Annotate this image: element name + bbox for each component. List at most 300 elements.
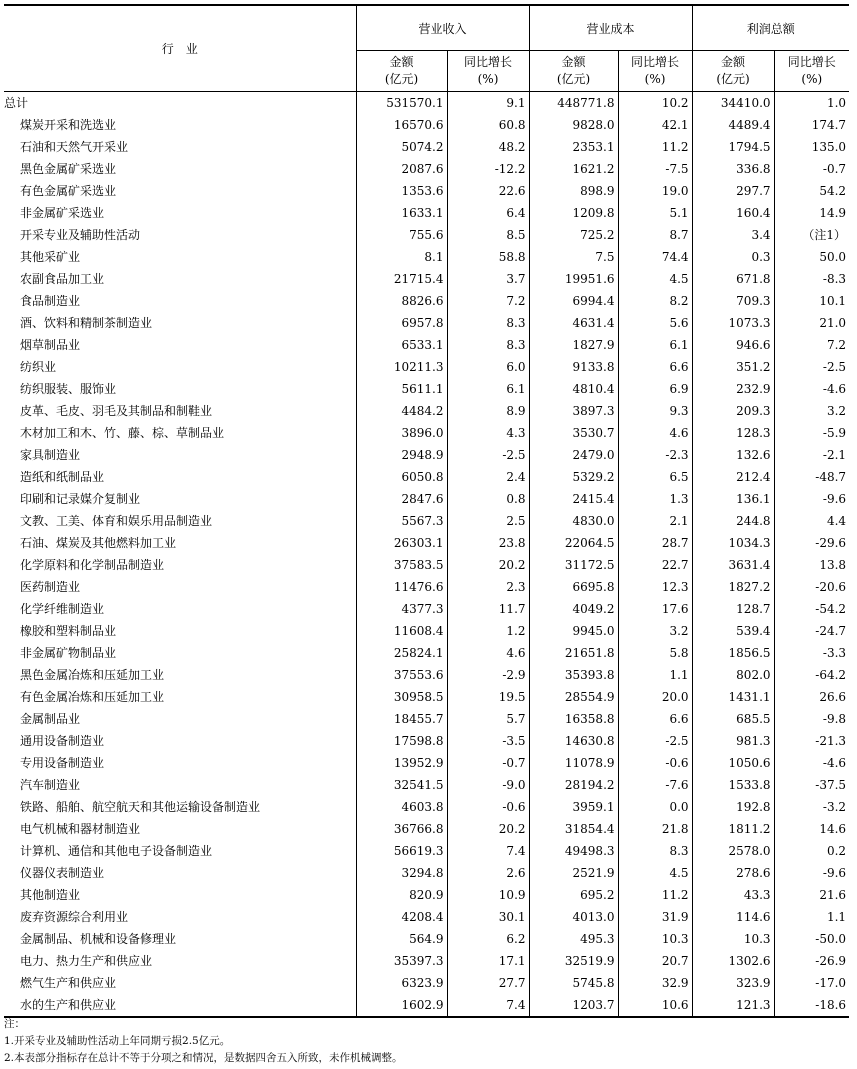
profit-amount-cell: 351.2 (692, 356, 774, 378)
revenue-amount-cell: 30958.5 (356, 686, 447, 708)
profit-amount-cell: 685.5 (692, 708, 774, 730)
revenue-growth-cell: 48.2 (447, 136, 529, 158)
industry-name: 印刷和记录媒介复制业 (4, 488, 356, 510)
cost-amount-cell: 35393.8 (529, 664, 618, 686)
profit-amount-cell: 946.6 (692, 334, 774, 356)
cost-amount-cell: 3897.3 (529, 400, 618, 422)
revenue-growth-cell: 5.7 (447, 708, 529, 730)
profit-growth-cell: -3.3 (774, 642, 849, 664)
table-row (4, 92, 849, 115)
revenue-growth-cell: 6.0 (447, 356, 529, 378)
cost-amount-cell: 2521.9 (529, 862, 618, 884)
industry-header: 行 业 (4, 5, 356, 92)
table-row (4, 840, 849, 862)
cost-amount-cell: 1209.8 (529, 202, 618, 224)
profit-amount-cell: 128.7 (692, 598, 774, 620)
revenue-amount-cell: 25824.1 (356, 642, 447, 664)
profit-amount-cell: 1794.5 (692, 136, 774, 158)
industry-name: 有色金属冶炼和压延加工业 (4, 686, 356, 708)
cost-amount-cell: 1827.9 (529, 334, 618, 356)
cost-amount-cell: 11078.9 (529, 752, 618, 774)
revenue-amount-cell: 8826.6 (356, 290, 447, 312)
industry-name: 木材加工和木、竹、藤、棕、草制品业 (4, 422, 356, 444)
cost-growth-cell: 0.0 (618, 796, 692, 818)
cost-growth-cell: 17.6 (618, 598, 692, 620)
profit-growth-cell: 3.2 (774, 400, 849, 422)
profit-amount-cell: 4489.4 (692, 114, 774, 136)
table-row (4, 290, 849, 312)
industry-name: 烟草制品业 (4, 334, 356, 356)
table-row (4, 972, 849, 994)
cost-amount-cell: 2353.1 (529, 136, 618, 158)
industry-name: 废弃资源综合利用业 (4, 906, 356, 928)
revenue-growth-cell: 1.2 (447, 620, 529, 642)
cost-growth-cell: 8.3 (618, 840, 692, 862)
profit-growth-cell: 1.0 (774, 92, 849, 115)
revenue-growth-cell: 58.8 (447, 246, 529, 268)
table-body (4, 92, 849, 1018)
revenue-amount-cell: 18455.7 (356, 708, 447, 730)
cost-amount-cell: 5329.2 (529, 466, 618, 488)
industry-name: 黑色金属冶炼和压延加工业 (4, 664, 356, 686)
revenue-growth-cell: 23.8 (447, 532, 529, 554)
profit-amount-cell: 43.3 (692, 884, 774, 906)
industry-name: 燃气生产和供应业 (4, 972, 356, 994)
industry-name: 仪器仪表制造业 (4, 862, 356, 884)
profit-amount-cell: 1431.1 (692, 686, 774, 708)
cost-amount-cell: 4810.4 (529, 378, 618, 400)
profit-growth-cell: -54.2 (774, 598, 849, 620)
table-row (4, 136, 849, 158)
industry-name: 家具制造业 (4, 444, 356, 466)
cost-growth-cell: 11.2 (618, 884, 692, 906)
cost-growth-cell: 42.1 (618, 114, 692, 136)
revenue-header: 营业收入 (356, 5, 529, 51)
profit-growth-cell: 54.2 (774, 180, 849, 202)
cost-amount-cell: 725.2 (529, 224, 618, 246)
profit-amount-cell: 1034.3 (692, 532, 774, 554)
table-row (4, 906, 849, 928)
profit-growth-cell: 14.6 (774, 818, 849, 840)
profit-growth-cell: 7.2 (774, 334, 849, 356)
revenue-amount-cell: 6050.8 (356, 466, 447, 488)
cost-growth-cell: 20.0 (618, 686, 692, 708)
cost-growth-cell: 5.1 (618, 202, 692, 224)
profit-amount-cell: 336.8 (692, 158, 774, 180)
profit-growth-cell: -0.7 (774, 158, 849, 180)
industry-name: 金属制品业 (4, 708, 356, 730)
revenue-growth-cell: 19.5 (447, 686, 529, 708)
revenue-growth-cell: -2.9 (447, 664, 529, 686)
cost-growth-cell: 5.6 (618, 312, 692, 334)
profit-growth-cell: -4.6 (774, 752, 849, 774)
revenue-growth-cell: -2.5 (447, 444, 529, 466)
revenue-growth-cell: 7.4 (447, 994, 529, 1017)
cost-amount-cell: 49498.3 (529, 840, 618, 862)
profit-growth-cell: 135.0 (774, 136, 849, 158)
revenue-growth-cell: -0.7 (447, 752, 529, 774)
industry-name: 总计 (4, 92, 356, 115)
profit-growth-cell: -9.6 (774, 862, 849, 884)
cost-growth-cell: 31.9 (618, 906, 692, 928)
cost-growth-cell: 4.5 (618, 862, 692, 884)
revenue-growth-cell: 2.5 (447, 510, 529, 532)
industry-name: 水的生产和供应业 (4, 994, 356, 1017)
cost-growth-cell: 4.6 (618, 422, 692, 444)
profit-growth-cell: -4.6 (774, 378, 849, 400)
table-row (4, 334, 849, 356)
table-row (4, 686, 849, 708)
revenue-growth-cell: 17.1 (447, 950, 529, 972)
cost-growth-cell: -2.5 (618, 730, 692, 752)
cost-amount-cell: 28554.9 (529, 686, 618, 708)
industry-name: 专用设备制造业 (4, 752, 356, 774)
cost-growth-cell: 1.3 (618, 488, 692, 510)
cost-amount-cell: 4830.0 (529, 510, 618, 532)
revenue-amount-cell: 11476.6 (356, 576, 447, 598)
cost-growth-cell: 6.1 (618, 334, 692, 356)
cost-growth-cell: 10.2 (618, 92, 692, 115)
profit-growth-cell: -29.6 (774, 532, 849, 554)
revenue-amount-cell: 26303.1 (356, 532, 447, 554)
cost-amount-cell: 22064.5 (529, 532, 618, 554)
cost-growth-cell: 6.5 (618, 466, 692, 488)
cost-amount-cell: 4013.0 (529, 906, 618, 928)
revenue-amount-cell: 755.6 (356, 224, 447, 246)
revenue-growth-cell: 4.3 (447, 422, 529, 444)
cost-growth-cell: 6.9 (618, 378, 692, 400)
profit-amount-cell: 0.3 (692, 246, 774, 268)
revenue-amount-cell: 11608.4 (356, 620, 447, 642)
table-row (4, 422, 849, 444)
table-row (4, 664, 849, 686)
revenue-amount-cell: 56619.3 (356, 840, 447, 862)
cost-amount-cell: 6994.4 (529, 290, 618, 312)
industry-name: 纺织服装、服饰业 (4, 378, 356, 400)
table-row (4, 378, 849, 400)
profit-amount-cell: 132.6 (692, 444, 774, 466)
profit-growth-cell: 1.1 (774, 906, 849, 928)
cost-amount-cell: 4049.2 (529, 598, 618, 620)
revenue-amount-cell: 6323.9 (356, 972, 447, 994)
profit-growth-cell: -50.0 (774, 928, 849, 950)
cost-growth-cell: 32.9 (618, 972, 692, 994)
profit-growth-cell: 4.4 (774, 510, 849, 532)
table-row (4, 114, 849, 136)
profit-growth-cell: 0.2 (774, 840, 849, 862)
cost-growth-cell: 1.1 (618, 664, 692, 686)
cost-amount-cell: 31172.5 (529, 554, 618, 576)
industry-name: 开采专业及辅助性活动 (4, 224, 356, 246)
revenue-amount-cell: 1602.9 (356, 994, 447, 1017)
cost-amount-cell: 495.3 (529, 928, 618, 950)
industry-name: 造纸和纸制品业 (4, 466, 356, 488)
revenue-growth-cell: 11.7 (447, 598, 529, 620)
revenue-amount-cell: 8.1 (356, 246, 447, 268)
industry-name: 电气机械和器材制造业 (4, 818, 356, 840)
profit-amount-cell: 297.7 (692, 180, 774, 202)
revenue-growth-cell: 0.8 (447, 488, 529, 510)
profit-amount-cell: 1533.8 (692, 774, 774, 796)
cost-amount-cell: 448771.8 (529, 92, 618, 115)
industry-name: 通用设备制造业 (4, 730, 356, 752)
profit-growth-cell: 10.1 (774, 290, 849, 312)
revenue-amount-cell: 5611.1 (356, 378, 447, 400)
profit-amount-cell: 34410.0 (692, 92, 774, 115)
table-row (4, 554, 849, 576)
profit-growth-cell: 26.6 (774, 686, 849, 708)
revenue-growth-cell: 30.1 (447, 906, 529, 928)
table-row (4, 730, 849, 752)
cost-growth-cell: 4.5 (618, 268, 692, 290)
industry-name: 农副食品加工业 (4, 268, 356, 290)
revenue-amount-cell: 2087.6 (356, 158, 447, 180)
revenue-growth-cell: -12.2 (447, 158, 529, 180)
revenue-amount-cell: 6533.1 (356, 334, 447, 356)
cost-amount-cell: 21651.8 (529, 642, 618, 664)
profit-growth-cell: -64.2 (774, 664, 849, 686)
cost-growth-cell: 28.7 (618, 532, 692, 554)
cost-growth-cell: 22.7 (618, 554, 692, 576)
industry-name: 酒、饮料和精制茶制造业 (4, 312, 356, 334)
revenue-amount-cell: 820.9 (356, 884, 447, 906)
table-row (4, 488, 849, 510)
cost-amount-cell: 695.2 (529, 884, 618, 906)
industry-table (4, 4, 849, 1018)
revenue-amount-cell: 3896.0 (356, 422, 447, 444)
cost-growth-cell: 6.6 (618, 708, 692, 730)
revenue-growth-cell: 8.3 (447, 312, 529, 334)
revenue-amount-cell: 13952.9 (356, 752, 447, 774)
industry-name: 其他采矿业 (4, 246, 356, 268)
profit-growth-cell: 174.7 (774, 114, 849, 136)
cost-growth-cell: -2.3 (618, 444, 692, 466)
cost-amount-cell: 4631.4 (529, 312, 618, 334)
revenue-amount-cell: 21715.4 (356, 268, 447, 290)
profit-amount-cell: 1827.2 (692, 576, 774, 598)
cost-growth-cell: -7.6 (618, 774, 692, 796)
revenue-growth-cell: 22.6 (447, 180, 529, 202)
revenue-amount-cell: 35397.3 (356, 950, 447, 972)
table-row (4, 950, 849, 972)
revenue-growth-cell: 8.3 (447, 334, 529, 356)
profit-growth-cell: -9.8 (774, 708, 849, 730)
revenue-amount-header: 金额 (亿元) (356, 51, 447, 92)
industry-name: 纺织业 (4, 356, 356, 378)
cost-header: 营业成本 (529, 5, 692, 51)
table-row (4, 994, 849, 1017)
cost-growth-cell: 5.8 (618, 642, 692, 664)
cost-amount-header: 金额 (亿元) (529, 51, 618, 92)
table-row (4, 576, 849, 598)
industry-name: 计算机、通信和其他电子设备制造业 (4, 840, 356, 862)
table-row (4, 928, 849, 950)
cost-growth-cell: 11.2 (618, 136, 692, 158)
cost-amount-cell: 9828.0 (529, 114, 618, 136)
revenue-growth-cell: 2.3 (447, 576, 529, 598)
profit-amount-cell: 981.3 (692, 730, 774, 752)
profit-amount-cell: 802.0 (692, 664, 774, 686)
table-row (4, 774, 849, 796)
profit-amount-cell: 323.9 (692, 972, 774, 994)
note-line: 1.开采专业及辅助性活动上年同期亏损2.5亿元。 (4, 1035, 231, 1047)
profit-amount-cell: 1050.6 (692, 752, 774, 774)
table-row (4, 444, 849, 466)
industry-name: 铁路、船舶、航空航天和其他运输设备制造业 (4, 796, 356, 818)
cost-growth-cell: 74.4 (618, 246, 692, 268)
cost-amount-cell: 898.9 (529, 180, 618, 202)
table-row (4, 202, 849, 224)
revenue-growth-header: 同比增长 (%) (447, 51, 529, 92)
cost-growth-cell: -0.6 (618, 752, 692, 774)
industry-name: 化学原料和化学制品制造业 (4, 554, 356, 576)
cost-growth-cell: 8.2 (618, 290, 692, 312)
profit-amount-cell: 114.6 (692, 906, 774, 928)
industry-name: 汽车制造业 (4, 774, 356, 796)
revenue-growth-cell: 10.9 (447, 884, 529, 906)
table-row (4, 862, 849, 884)
profit-amount-cell: 709.3 (692, 290, 774, 312)
industry-name: 其他制造业 (4, 884, 356, 906)
cost-growth-cell: -7.5 (618, 158, 692, 180)
profit-growth-cell: -9.6 (774, 488, 849, 510)
profit-growth-cell: -26.9 (774, 950, 849, 972)
cost-amount-cell: 1621.2 (529, 158, 618, 180)
revenue-growth-cell: 20.2 (447, 554, 529, 576)
revenue-amount-cell: 4208.4 (356, 906, 447, 928)
revenue-amount-cell: 4377.3 (356, 598, 447, 620)
revenue-amount-cell: 1353.6 (356, 180, 447, 202)
profit-amount-cell: 539.4 (692, 620, 774, 642)
table-row (4, 466, 849, 488)
table-row (4, 796, 849, 818)
revenue-amount-cell: 4603.8 (356, 796, 447, 818)
revenue-amount-cell: 37583.5 (356, 554, 447, 576)
revenue-growth-cell: 8.9 (447, 400, 529, 422)
cost-growth-cell: 21.8 (618, 818, 692, 840)
profit-growth-cell: -17.0 (774, 972, 849, 994)
table-row (4, 268, 849, 290)
revenue-amount-cell: 17598.8 (356, 730, 447, 752)
industry-name: 文教、工美、体育和娱乐用品制造业 (4, 510, 356, 532)
table-row (4, 532, 849, 554)
notes-title: 注： (4, 1018, 25, 1030)
industry-name: 化学纤维制造业 (4, 598, 356, 620)
profit-amount-cell: 128.3 (692, 422, 774, 444)
cost-amount-cell: 28194.2 (529, 774, 618, 796)
revenue-growth-cell: 6.1 (447, 378, 529, 400)
profit-amount-cell: 3.4 (692, 224, 774, 246)
profit-growth-cell: -8.3 (774, 268, 849, 290)
revenue-amount-cell: 564.9 (356, 928, 447, 950)
industry-name: 黑色金属矿采选业 (4, 158, 356, 180)
profit-growth-cell: -2.1 (774, 444, 849, 466)
table-row (4, 312, 849, 334)
cost-amount-cell: 6695.8 (529, 576, 618, 598)
profit-growth-cell: 14.9 (774, 202, 849, 224)
profit-amount-cell: 121.3 (692, 994, 774, 1017)
revenue-amount-cell: 5567.3 (356, 510, 447, 532)
table-row (4, 400, 849, 422)
cost-amount-cell: 2479.0 (529, 444, 618, 466)
table-row (4, 510, 849, 532)
revenue-growth-cell: 7.2 (447, 290, 529, 312)
revenue-growth-cell: -3.5 (447, 730, 529, 752)
revenue-amount-cell: 531570.1 (356, 92, 447, 115)
revenue-growth-cell: 27.7 (447, 972, 529, 994)
revenue-growth-cell: 20.2 (447, 818, 529, 840)
industry-name: 金属制品、机械和设备修理业 (4, 928, 356, 950)
revenue-amount-cell: 36766.8 (356, 818, 447, 840)
profit-growth-cell: -5.9 (774, 422, 849, 444)
revenue-growth-cell: 6.4 (447, 202, 529, 224)
revenue-growth-cell: 2.4 (447, 466, 529, 488)
cost-growth-cell: 2.1 (618, 510, 692, 532)
revenue-amount-cell: 32541.5 (356, 774, 447, 796)
profit-growth-cell: 21.6 (774, 884, 849, 906)
table-row (4, 158, 849, 180)
profit-growth-cell: （注1） (774, 224, 849, 246)
profit-amount-cell: 278.6 (692, 862, 774, 884)
revenue-growth-cell: 9.1 (447, 92, 529, 115)
cost-amount-cell: 3959.1 (529, 796, 618, 818)
revenue-growth-cell: 8.5 (447, 224, 529, 246)
profit-growth-cell: -24.7 (774, 620, 849, 642)
revenue-amount-cell: 2948.9 (356, 444, 447, 466)
revenue-amount-cell: 37553.6 (356, 664, 447, 686)
table-row (4, 180, 849, 202)
table-row (4, 708, 849, 730)
cost-amount-cell: 3530.7 (529, 422, 618, 444)
revenue-growth-cell: 7.4 (447, 840, 529, 862)
note-line: 2.本表部分指标存在总计不等于分项之和情况，是数据四舍五入所致，未作机械调整。 (4, 1052, 403, 1064)
cost-amount-cell: 5745.8 (529, 972, 618, 994)
profit-amount-cell: 212.4 (692, 466, 774, 488)
industry-name: 橡胶和塑料制品业 (4, 620, 356, 642)
industry-name: 电力、热力生产和供应业 (4, 950, 356, 972)
cost-growth-cell: 12.3 (618, 576, 692, 598)
profit-amount-cell: 244.8 (692, 510, 774, 532)
profit-growth-cell: 21.0 (774, 312, 849, 334)
revenue-amount-cell: 1633.1 (356, 202, 447, 224)
profit-growth-cell: -20.6 (774, 576, 849, 598)
table-row (4, 598, 849, 620)
table-row (4, 752, 849, 774)
cost-growth-header: 同比增长 (%) (618, 51, 692, 92)
cost-growth-cell: 10.3 (618, 928, 692, 950)
industry-name: 石油、煤炭及其他燃料加工业 (4, 532, 356, 554)
cost-amount-cell: 2415.4 (529, 488, 618, 510)
profit-growth-cell: -37.5 (774, 774, 849, 796)
industry-name: 非金属矿采选业 (4, 202, 356, 224)
cost-growth-cell: 6.6 (618, 356, 692, 378)
revenue-growth-cell: -0.6 (447, 796, 529, 818)
industry-name: 非金属矿物制品业 (4, 642, 356, 664)
table-row (4, 246, 849, 268)
cost-growth-cell: 9.3 (618, 400, 692, 422)
profit-growth-cell: -48.7 (774, 466, 849, 488)
cost-amount-cell: 19951.6 (529, 268, 618, 290)
revenue-growth-cell: 6.2 (447, 928, 529, 950)
profit-growth-cell: -21.3 (774, 730, 849, 752)
table-notes (4, 1016, 403, 1067)
profit-growth-cell: -2.5 (774, 356, 849, 378)
cost-amount-cell: 9133.8 (529, 356, 618, 378)
profit-amount-cell: 209.3 (692, 400, 774, 422)
profit-amount-cell: 2578.0 (692, 840, 774, 862)
industry-name: 有色金属矿采选业 (4, 180, 356, 202)
profit-amount-cell: 3631.4 (692, 554, 774, 576)
